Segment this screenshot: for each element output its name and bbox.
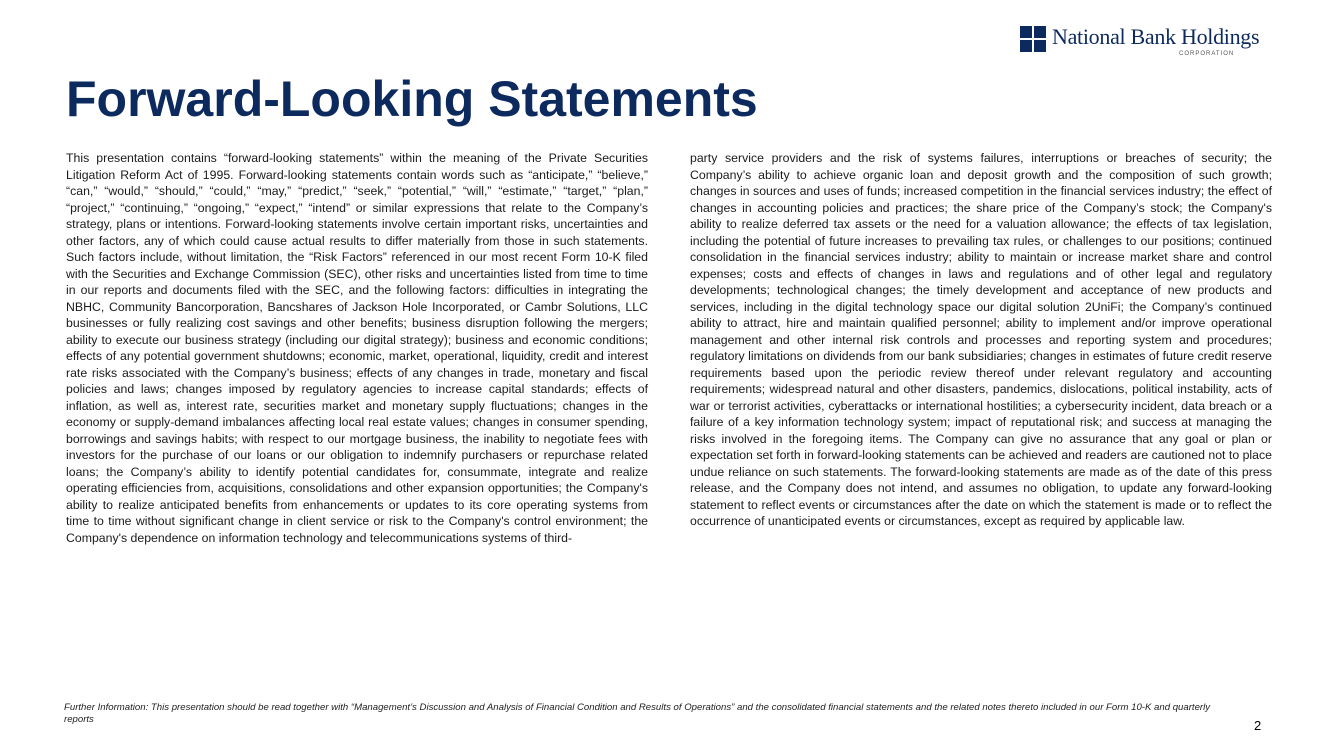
page-number: 2 xyxy=(1254,718,1262,733)
nbh-logo-squares-icon xyxy=(1020,26,1046,52)
logo-name: National Bank Holdings xyxy=(1052,24,1260,49)
footer-note: Further Information: This presentation should be read together with “Management’s Discussion and Analysis of Financial Condition and Results of Operations” and the consolidated financial statements and the related notes thereto included in our Form 10-K and quarterly reports xyxy=(64,702,1211,725)
logo-subtitle: CORPORATION xyxy=(1179,51,1235,57)
body-text-right-column: party service providers and the risk of systems failures, interruptions or breaches of security; the Company’s ability to achieve organic loan and deposit growth and the composition of such growth; changes in sources and uses of funds; increased competition in the financial services industry; the effect of changes in accounting policies and practices; the share price of the Company’s stock; the Company's ability to realize deferred tax assets or the need for a valuation allowance; the effects of tax legislation, including the potential of future increases to prevailing tax rules, or challenges to our positions; continued consolidation in the financial services industry; ability to maintain or increase market share and control expenses; costs and effects of changes in laws and regulations and of other legal and regulatory developments; technological changes; the timely development and acceptance of new products and services, including in the digital technology space our digital solution 2UniFi; the Company’s continued ability to attract, hire and maintain qualified personnel; ability to implement and/or improve operational management and other internal risk controls and processes and reporting system and procedures; regulatory limitations on dividends from our bank subsidiaries; changes in estimates of future credit reserve requirements based upon the periodic review thereof under relevant regulatory and accounting requirements; widespread natural and other disasters, pandemics, dislocations, political instability, acts of war or terrorist activities, cyberattacks or international hostilities; a cybersecurity incident, data breach or a failure of a key information technology system; impact of reputational risk; and success at managing the risks involved in the foregoing items. The Company can give no assurance that any goal or plan or expectation set forth in forward-looking statements can be achieved and readers are cautioned not to place undue reliance on such statements. The forward-looking statements are made as of the date of this press release, and the Company does not intend, and assumes no obligation, to update any forward-looking statement to reflect events or circumstances after the date on which the statement is made or to reflect the occurrence of unanticipated events or circumstances, except as required by applicable law. xyxy=(690,151,1272,528)
company-logo xyxy=(1020,24,1270,60)
body-text-left-column: This presentation contains “forward-looking statements” within the meaning of the Private Securities Litigation Reform Act of 1995. Forward-looking statements contain words such as “anticipate,” “believe,” “can,” “would,” “should,” “could,” “may,” “predict,” “seek,” “potential,” “will,” “estimate,” “target,” “plan,” “project,” “continuing,” “ongoing,” “expect,” “intend” or similar expressions that relate to the Company’s strategy, plans or intentions. Forward-looking statements involve certain important risks, uncertainties and other factors, any of which could cause actual results to differ materially from those in such statements. Such factors include, without limitation, the “Risk Factors” referenced in our most recent Form 10-K filed with the Securities and Exchange Commission (SEC), other risks and uncertainties listed from time to time in our reports and documents filed with the SEC, and the following factors: difficulties in integrating the NBHC, Community Bancorporation, Bancshares of Jackson Hole Incorporated, or Cambr Solutions, LLC businesses or fully realizing cost savings and other benefits; business disruption following the mergers; ability to execute our business strategy (including our digital strategy); business and economic conditions; effects of any potential government shutdowns; economic, market, operational, liquidity, credit and interest rate risks associated with the Company’s business; effects of any changes in trade, monetary and fiscal policies and laws; changes imposed by regulatory agencies to increase capital standards; effects of inflation, as well as, interest rate, securities market and monetary supply fluctuations; changes in the economy or supply-demand imbalances affecting local real estate values; changes in consumer spending, borrowings and savings habits; with respect to our mortgage business, the inability to negotiate fees with investors for the purchase of our loans or our obligation to indemnify purchasers or repurchase related loans; the Company’s ability to identify potential candidates for, consummate, integrate and realize operating efficiencies from, acquisitions, consolidations and other expansion opportunities; the Company's ability to realize anticipated benefits from enhancements or updates to its core operating systems from time to time without significant change in client service or risk to the Company's control environment; the Company's dependence on information technology and telecommunications systems of third- xyxy=(66,151,648,545)
page-title: Forward-Looking Statements xyxy=(66,71,758,127)
